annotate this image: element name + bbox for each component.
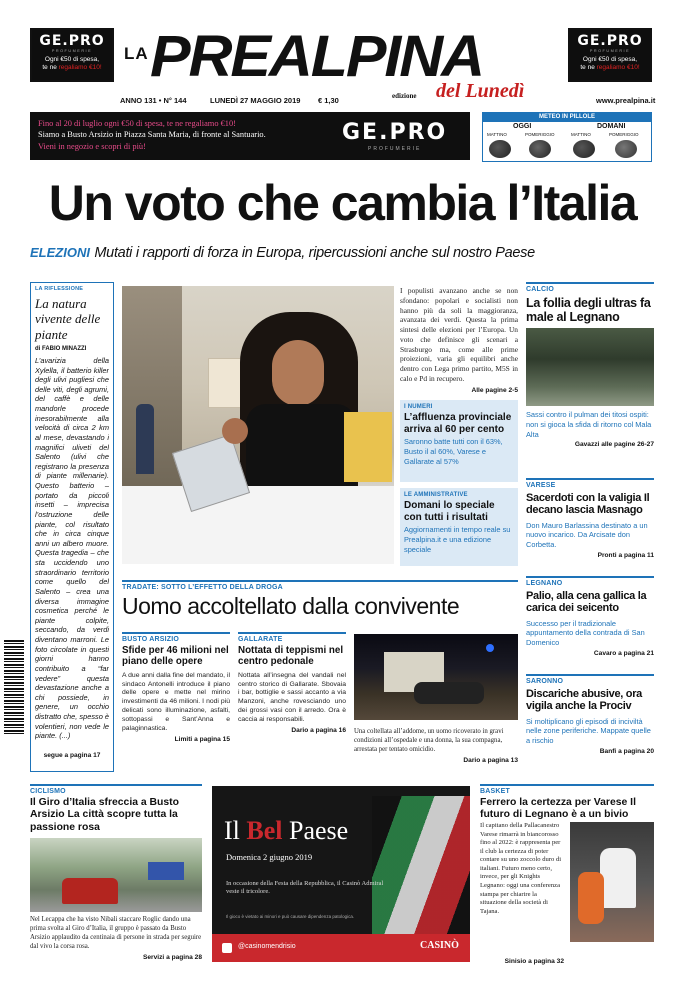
masthead (120, 24, 565, 104)
gallarate-body: Nottata all’insegna del vandali nel centro storico di Gallarate. Sbovaia i bar, bottiglie e sassi accanto a via Manzoni, anche rovesciando uno dei grossi vasi con il arredo. Ora è caccia ai responsabili. (238, 671, 346, 724)
meteo-label-3: MATTINO (571, 132, 591, 137)
meteo-box (482, 112, 652, 162)
ad-text: Ogni €50 di spesa, te ne regaliamo €10! (42, 56, 102, 72)
right-item-title: Discariche abusive, ora vigila anche la Prociv (526, 688, 642, 713)
right-item-body: Don Mauro Barlassina destinato a un nuovo incarico. Da Arcisate don Corbetta. (526, 520, 648, 550)
gallarate-title: Nottata di teppismi nel centro pedonale (238, 645, 344, 668)
masthead-script: del Lunedì (436, 80, 525, 102)
right-item-title: Sacerdoti con la valigia Il decano lascia Masnago (526, 492, 650, 517)
barcode (4, 640, 24, 736)
right-item-varese[interactable] (526, 478, 654, 574)
right-item-ref[interactable]: Gavazzi alle pagine 26-27 (574, 441, 654, 449)
riflessione-column[interactable] (30, 282, 114, 772)
busto-body: A due anni dalla fine del mandato, il sindaco Antonelli introduce il piano delle opere e mette nel mirino investimenti da 46 milioni. I nodi più delicati sono illuminazione, asfalti, sottopassi e Sant’Anna e palaginnastica. (122, 671, 230, 733)
giro-body: Nel Lecappa che ha visto Nibali staccare Roglic dando una prima svolta al Giro d’Italia, il gruppo è passato da Busto Arsizio applaudito da centinaia di persone in strada per seguire dal vivo la corsa rosa. (30, 916, 202, 951)
ad-belpaese-small: Il gioco è vietato ai minori e può causare dipendenza patologica. (226, 914, 355, 919)
ad-belpaese-footer (212, 934, 470, 962)
elezioni-article[interactable] (400, 286, 518, 394)
riflessione-body: L’avarizia della Xylella, il batterio killer degli ulivi pugliesi che delle viti, degli agrumi, del caffè e delle mandorle procede inesorabilmente alla velocità di circa 2 km al mese, devastando i magnifici uliveti del Salento (ulivi che registrano la presenza di piante millenarie). Questo batterio – portato da piccoli insetti – imprecisa l’ostruzione delle piante, col risultato che in circa cinque anni un albero muore. Questa tragedia – che sta uccidendo uno straordinario territorio come quello del Salento – crea una diversa immagine cosmetica perché le piante colpite, seccando, da verdi diventano marroni. Le foto circolate in questi giorni hanno contribuito a “far vedere” questa devastazione anche a chi possiede, in genere, un occhio distratto che, spesso è volentieri, non vede le piante. (...) (35, 355, 109, 741)
basket-title: Ferrero la certezza per Varese Il futuro di Legnano è a un bivio (480, 797, 636, 821)
promo-bar[interactable] (30, 112, 470, 160)
amministrative-body: Aggiornamenti in tempo reale su Prealpina.it e una edizione speciale (404, 525, 511, 554)
right-item-legnano[interactable] (526, 576, 654, 672)
busto-kicker: BUSTO ARSIZIO (122, 636, 180, 643)
dateline-price: € 1,30 (318, 96, 339, 105)
tradate-photo (354, 634, 518, 720)
dateline-anno: ANNO 131 • N° 144 (120, 96, 187, 105)
ad-text: Ogni €50 di spesa, te ne regaliamo €10! (580, 56, 640, 72)
dateline-site[interactable]: www.prealpina.it (596, 96, 656, 105)
ad-belpaese-text: In occasione della Festa della Repubblica, il Casinò Admiral veste il tricolore. (226, 880, 384, 896)
subhead (30, 244, 655, 268)
cloud-rain-icon (615, 140, 637, 158)
ad-sub: PROFUMERIE (589, 49, 631, 53)
tradate-header[interactable] (122, 580, 518, 626)
main-headline[interactable]: Un voto che cambia l’Italia (48, 175, 637, 231)
subhead-kicker: ELEZIONI (30, 245, 90, 260)
numeri-title: L’affluenza provinciale arriva al 60 per cento (404, 412, 512, 435)
dateline (120, 96, 660, 108)
right-column (526, 282, 654, 774)
right-item-kicker: VARESE (526, 482, 556, 489)
right-item-kicker: SARONNO (526, 678, 564, 685)
elezioni-ref[interactable]: Alle pagine 2-5 (471, 386, 518, 394)
elezioni-body: I populisti avanzano anche se non sfondano: popolari e socialisti non hanno più da soli la maggioranza, avanzata dei verdi. Questa la prima sintesi delle elezioni per l’Europa. Un voto che definisce gli scenari a Strasburgo ma, come alle prime proiezioni, varia gli equilibri anche dentro con Lega primo partito, M5S in calo e Pd in recupero. (400, 286, 518, 383)
riflessione-title: La natura vivente delle piante (35, 296, 101, 342)
meteo-oggi: OGGI (513, 123, 532, 130)
ad-logo: GE.PRO (39, 33, 105, 49)
right-item-calcio[interactable] (526, 282, 654, 480)
tradate-caption-body: Una coltellata all’addome, un uomo ricoverato in gravi condizioni all’ospedale e una donna, la sua compagna, arrestata per tentato omicidio. (354, 728, 504, 753)
gallarate-kicker: GALLARATE (238, 636, 283, 643)
busto-article[interactable] (122, 632, 230, 772)
cloud-sun-icon (573, 140, 595, 158)
social-icon (222, 943, 232, 953)
subhead-text: Mutati i rapporti di forza in Europa, ripercussioni anche sul nostro Paese (94, 245, 535, 261)
amministrative-kicker: LE AMMINISTRATIVE (404, 492, 468, 498)
tradate-caption-ref[interactable]: Dario a pagina 13 (463, 756, 518, 764)
busto-title: Sfide per 46 milioni nel piano delle opere (122, 645, 229, 668)
right-item-saronno[interactable] (526, 674, 654, 774)
giro-article[interactable] (30, 784, 202, 968)
basket-article[interactable] (480, 784, 654, 968)
giro-kicker: CICLISMO (30, 788, 66, 795)
ad-belpaese-site[interactable]: @casinomendrisio (238, 943, 296, 950)
amministrative-title: Domani lo speciale con tutti i risultati (404, 500, 495, 523)
meteo-label-2: POMERIGGIO (525, 132, 555, 137)
right-item-ref[interactable]: Pronti a pagina 11 (597, 551, 654, 559)
ad-logo: GE.PRO (577, 33, 643, 49)
right-item-body: Si moltiplicano gli episodi di inciviltà nelle zone periferiche. Mappate quelle a rischio (526, 716, 651, 746)
ad-belpaese-date: Domenica 2 giugno 2019 (226, 852, 313, 862)
right-item-kicker: CALCIO (526, 286, 555, 293)
gallarate-ref[interactable]: Dario a pagina 16 (291, 727, 346, 735)
main-photo (122, 286, 394, 564)
cloud-rain-icon (529, 140, 551, 158)
giro-ref[interactable]: Servizi a pagina 28 (142, 954, 202, 962)
masthead-edition: edizione (392, 92, 417, 100)
masthead-la: LA (124, 44, 149, 63)
meteo-label-1: MATTINO (487, 132, 507, 137)
cloud-sun-icon (489, 140, 511, 158)
numeri-box[interactable] (400, 400, 518, 482)
giro-title: Il Giro d’Italia sfreccia a Busto Arsizio La città scopre tutta la passione rosa (30, 797, 179, 833)
gallarate-article[interactable] (238, 632, 346, 772)
ad-gepro-left[interactable] (30, 28, 114, 82)
right-item-title: Palio, alla cena gallica la carica dei seicento (526, 590, 647, 615)
ad-sub: PROFUMERIE (51, 49, 93, 53)
riflessione-ref[interactable]: segue a pagina 17 (43, 751, 101, 759)
basket-photo (570, 822, 654, 942)
riflessione-kicker: LA RIFLESSIONE (35, 286, 84, 292)
riflessione-author: di FABIO MINAZZI (35, 345, 87, 352)
right-item-title: La follia degli ultras fa male al Legnano (526, 296, 651, 324)
meteo-title: METEO IN PILLOLE (483, 113, 651, 122)
promo-logo: GE.PRO (342, 120, 448, 145)
right-item-body: Sassi contro il pulman dei titosi ospiti: non si gioca la sfida di ritorno col Mala Alta (526, 410, 652, 439)
promo-sub: PROFUMERIE (368, 146, 422, 152)
ad-belpaese[interactable] (212, 786, 470, 962)
tradate-caption (354, 728, 518, 764)
tradate-kicker: TRADATE: SOTTO L’EFFETTO DELLA DROGA (122, 584, 283, 591)
basket-ref[interactable]: Sinisio a pagina 32 (504, 958, 564, 965)
right-item-ref[interactable]: Banfi a pagina 20 (599, 747, 654, 755)
masthead-name: PREALPINA (150, 24, 484, 89)
numeri-kicker: I NUMERI (404, 404, 433, 410)
ad-belpaese-brand: CASINÒ (420, 940, 459, 951)
meteo-domani: DOMANI (597, 123, 626, 130)
amministrative-box[interactable] (400, 488, 518, 566)
tradate-title: Uomo accoltellato dalla convivente (122, 593, 460, 619)
right-item-body: Successo per il tradizionale appuntamento della contrada di San Domenico (526, 618, 645, 648)
right-item-ref[interactable]: Cavaro a pagina 21 (593, 649, 654, 657)
giro-photo (30, 838, 202, 912)
ad-gepro-right[interactable] (568, 28, 652, 82)
basket-body: Il capitano della Pallacanestro Varese rimarrà in biancorosso fino al 2022: è rappresenta per il club la certezza di poter contare su uno zoccolo duro di italiani. Futuro meno certo, invece, per gli Knights Legnano: oggi una conferenza stampa per chiarire la situazione della società di Tajana. (480, 822, 562, 915)
ultras-photo (526, 328, 654, 406)
promo-text: Fino al 20 di luglio ogni €50 di spesa, te ne regaliamo €10! Siamo a Busto Arsizio in Piazza Santa Maria, di fronte al Santuario. Vieni in negozio e scopri di più! (38, 119, 266, 151)
busto-ref[interactable]: Limiti a pagina 15 (174, 736, 230, 744)
right-item-kicker: LEGNANO (526, 580, 563, 587)
dateline-date: LUNEDÌ 27 MAGGIO 2019 (210, 96, 301, 105)
numeri-body: Saronno batte tutti con il 63%, Busto il al 60%, Varese e Gallarate al 57% (404, 437, 503, 466)
ad-belpaese-title: Il Bel Paese (224, 816, 349, 845)
meteo-label-4: POMERIGGIO (609, 132, 639, 137)
basket-kicker: BASKET (480, 788, 510, 795)
